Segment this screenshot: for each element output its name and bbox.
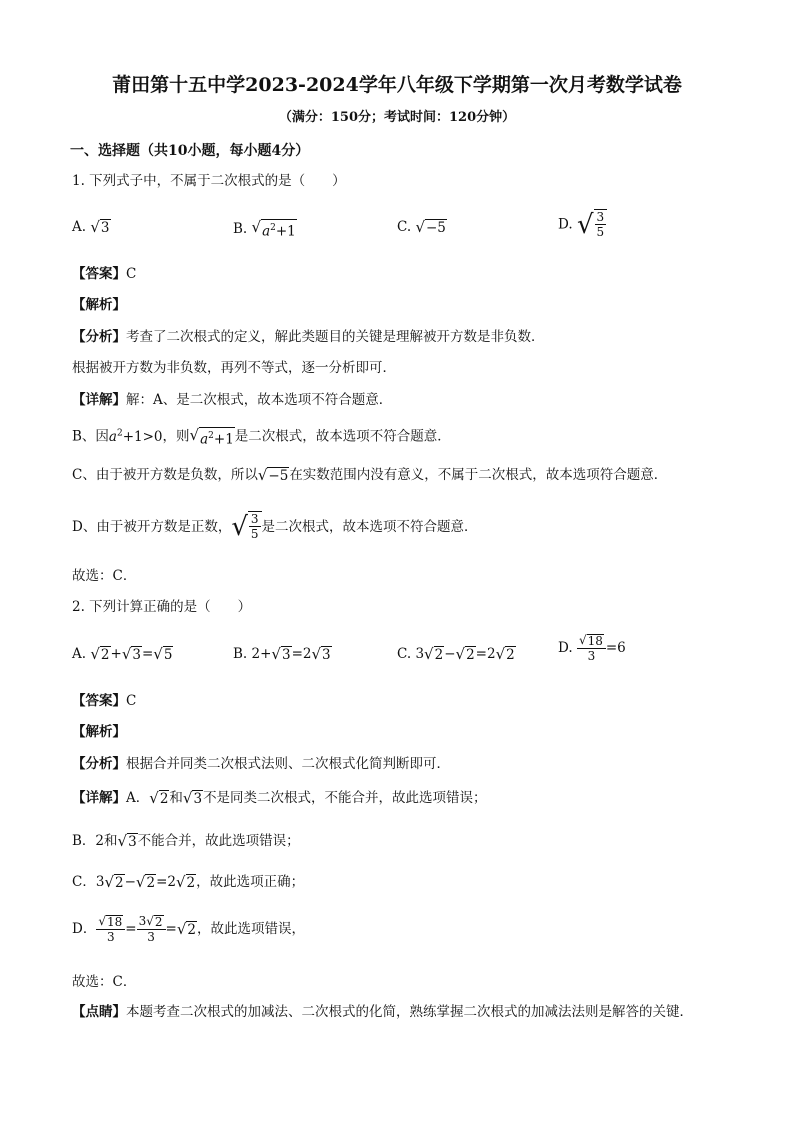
q1-detail-d: [72, 510, 478, 544]
sqrt-minus-5: √ −5: [415, 218, 446, 236]
dianjing-tag: 【点睛】: [72, 1004, 126, 1020]
text-segment: D、由于被开方数是正数，: [72, 519, 232, 535]
q1-detail-b: [72, 424, 451, 448]
q2-option-c-label: C.: [397, 646, 412, 662]
text-segment: 在实数范围内没有意义，不属于二次根式，故本选项符合题意．: [289, 467, 668, 483]
q2-analysis-tag: 【解析】: [72, 724, 126, 740]
q1-option-a: [72, 218, 111, 237]
sqrt-a2-plus-1: √ $a^2+1$: [189, 425, 234, 448]
math-2-plus-sqrt3-eq-2sqrt3: 2+ √ 3 =2 √ 3: [251, 645, 331, 663]
math-3sqrt2-minus-sqrt2-eq-2sqrt2: 3 √ 2 − √ 2 =2 √ 2: [415, 645, 515, 663]
q2-option-b: [233, 645, 332, 664]
math-3sqrt2-over-3: 3 √ 2 3: [137, 914, 166, 944]
q1-stem: 1. 下列式子中，不属于二次根式的是（ ）: [72, 173, 346, 189]
xiangjie-text: 解：A、是二次根式，故本选项不符合题意．: [126, 392, 393, 408]
q1-option-c: [397, 218, 447, 237]
text-segment: D．: [72, 921, 97, 937]
math-3sqrt2-minus-sqrt2-eq-2sqrt2: 3 √ 2 − √ 2 =2 √ 2: [95, 873, 196, 891]
sqrt-3: √ 3: [117, 832, 137, 850]
text-segment: 不是同类二次根式，不能合并，故此选项错误；: [203, 790, 487, 806]
text-segment: ，故此选项正确；: [196, 874, 305, 890]
q1-option-d-label: D.: [558, 216, 573, 233]
text-segment: B、因: [72, 428, 109, 445]
xiangjie-tag: 【详解】: [72, 392, 126, 408]
q2-detail-a: [72, 789, 487, 808]
sqrt-3: √ 3: [90, 218, 110, 236]
math-eq-sqrt2: = √ 2: [165, 919, 196, 938]
q1-detail-c: [72, 466, 667, 485]
q2-detail-b: [72, 832, 300, 851]
math-a2-plus-1-gt-0: $a^2+1>0$: [108, 428, 163, 445]
page-title: 莆田第十五中学2023-2024学年八年级下学期第一次月考数学试卷: [112, 74, 682, 96]
q1-option-c-label: C.: [397, 219, 412, 235]
q2-fenxi: [72, 755, 450, 773]
text-segment: ，则: [162, 428, 190, 445]
text-segment: ，故此选项错误，: [196, 921, 305, 937]
fenxi-text: 考查了二次根式的定义，解此类题目的关键是理解被开方数是非负数．: [126, 329, 545, 345]
q1-analysis-tag: 【解析】: [72, 297, 126, 313]
q1-xiangjie: [72, 391, 392, 409]
q2-option-d-label: D.: [558, 640, 573, 656]
sqrt-3: √ 3: [182, 789, 203, 807]
q2-option-a: [72, 645, 173, 664]
math-sqrt2-plus-sqrt3-eq-sqrt5: √ 2 + √ 3 = √ 5: [90, 645, 173, 663]
exam-info: （满分：150分；考试时间：120分钟）: [278, 110, 516, 125]
q2-option-c: [397, 645, 516, 664]
q1-conclusion: 故选：C．: [72, 568, 137, 584]
sqrt-3-over-5: √ $\frac{3}{5}$: [577, 208, 607, 242]
answer-value: C: [126, 266, 137, 282]
q2-dianjing: [72, 1003, 693, 1021]
text-segment: C、由于被开方数是负数，所以: [72, 467, 258, 483]
q2-option-b-label: B.: [233, 646, 248, 662]
text-segment: B．2和: [72, 833, 118, 849]
q2-conclusion: 故选：C．: [72, 974, 137, 990]
fenxi-tag: 【分析】: [72, 329, 126, 345]
section-heading: 一、选择题（共10小题，每小题4分）: [70, 143, 310, 159]
fenxi-tag: 【分析】: [72, 756, 126, 772]
text-segment: C．: [72, 874, 96, 890]
math-eq-6: =6: [605, 640, 626, 656]
q1-option-b: [233, 218, 297, 241]
sqrt-3-over-5: √ $\frac{3}{5}$: [231, 510, 261, 544]
q1-line2: 根据被开方数为非负数，再列不等式，逐一分析即可．: [72, 360, 396, 376]
math-sqrt18-over-3: √ 18 3: [96, 914, 125, 944]
q2-detail-d: [72, 914, 305, 944]
sqrt-2: √ 2: [149, 789, 169, 807]
q1-option-a-label: A.: [72, 219, 87, 235]
text-segment: 是二次根式，故本选项不符合题意．: [234, 428, 451, 445]
sqrt-a2-plus-1: √ $a^2+1$: [251, 218, 296, 240]
q1-option-d: [558, 208, 607, 242]
text-segment: 是二次根式，故本选项不符合题意．: [261, 519, 478, 535]
dianjing-text: 本题考查二次根式的加减法、二次根式的化简，熟练掌握二次根式的加减法法则是解答的关键．: [126, 1004, 693, 1020]
q2-option-a-label: A.: [72, 646, 87, 662]
q1-fenxi: [72, 328, 545, 346]
text-segment: A．: [126, 790, 150, 806]
math-sqrt18-over-3: √ 18 3: [577, 633, 606, 663]
answer-tag: 【答案】: [72, 693, 126, 709]
text-segment: 和: [169, 790, 183, 806]
math-eq: =: [125, 921, 137, 937]
q2-answer: [72, 692, 136, 710]
fenxi-text: 根据合并同类二次根式法则、二次根式化简判断即可．: [126, 756, 450, 772]
q2-detail-c: [72, 873, 304, 892]
q1-answer: [72, 265, 136, 283]
q2-stem: 2. 下列计算正确的是（ ）: [72, 599, 252, 615]
q2-option-d: [558, 633, 626, 663]
xiangjie-tag: 【详解】: [72, 790, 126, 806]
answer-value: C: [126, 693, 137, 709]
text-segment: 不能合并，故此选项错误；: [137, 833, 300, 849]
answer-tag: 【答案】: [72, 266, 126, 282]
sqrt-minus-5: √ −5: [257, 466, 289, 484]
q1-option-b-label: B.: [233, 220, 248, 237]
